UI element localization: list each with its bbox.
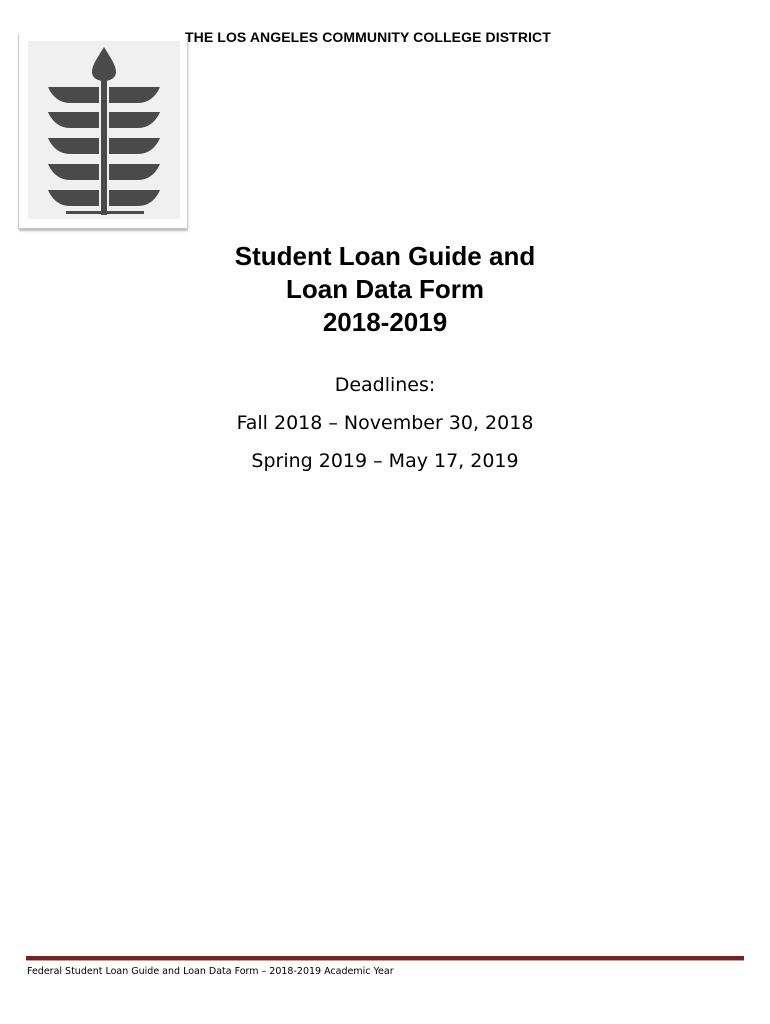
logo (28, 41, 180, 219)
stylized-tree-logo-icon (28, 41, 180, 219)
title-line-1: Student Loan Guide and (234, 241, 536, 271)
deadlines-heading: Deadlines: (334, 374, 436, 396)
spring-deadline: Spring 2019 – May 17, 2019 (251, 450, 519, 472)
deadlines-section (0, 373, 770, 487)
logo-frame (18, 34, 187, 229)
title-line-3: 2018-2019 (322, 307, 448, 337)
title-line-2: Loan Data Form (286, 274, 484, 304)
footer-divider (26, 956, 744, 961)
document-title (0, 240, 770, 339)
footer-text: Federal Student Loan Guide and Loan Data Form – 2018-2019 Academic Year (27, 966, 394, 977)
district-name: THE LOS ANGELES COMMUNITY COLLEGE DISTRICT (185, 29, 551, 45)
fall-deadline: Fall 2018 – November 30, 2018 (236, 412, 534, 434)
